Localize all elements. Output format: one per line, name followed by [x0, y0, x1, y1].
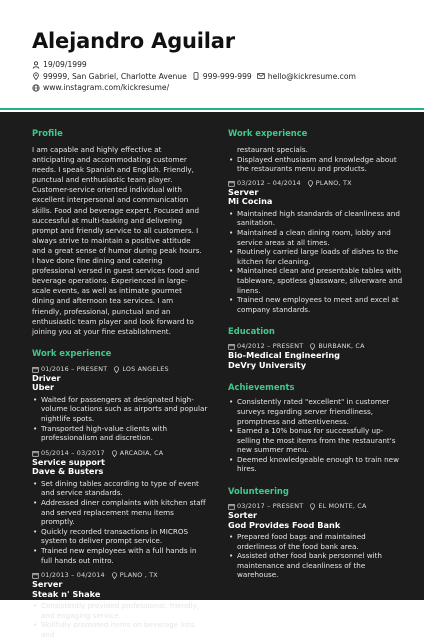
volunteer-role: Sorter — [228, 510, 258, 521]
calendar-icon — [228, 180, 235, 187]
job-company: Mi Cocina — [228, 196, 273, 207]
phone-icon — [192, 72, 200, 80]
resume-header — [0, 0, 424, 110]
list-item: • Assisted other food bank personnel with maintenance and cleanliness of the warehouse. — [228, 551, 404, 580]
list-item: • Maintained clean and presentable tables with tableware, spotless glassware, silverware and linens. — [228, 266, 404, 295]
contact-row-address — [32, 71, 392, 83]
globe-icon — [32, 84, 40, 92]
job-dates: 01/2016 – PRESENT — [41, 364, 108, 373]
volunteering-entry — [228, 502, 424, 580]
job-role: Server — [32, 579, 63, 590]
resume-body — [0, 112, 424, 639]
header-divider — [0, 108, 424, 110]
contact-row-website — [32, 82, 392, 94]
person-icon — [32, 61, 40, 69]
calendar-icon — [228, 343, 235, 350]
list-item: • Transported high-value clients with professionalism and discretion. — [32, 424, 208, 443]
list-item: • Skillfully promoted items on beverage lists and — [32, 620, 208, 639]
list-item: • Trained new employees with a full hands in full hands out mitro. — [32, 546, 208, 565]
job-location: ARCADIA, CA — [119, 448, 164, 457]
job-entry — [228, 179, 424, 315]
phone-text: 999-999-999 — [202, 71, 252, 81]
list-item: • Displayed enthusiasm and knowledge about the restaurants menu and products. — [228, 155, 404, 174]
list-item: • Maintained a clean dining room, lobby and service areas at all times. — [228, 228, 404, 247]
calendar-icon — [32, 450, 39, 457]
achievements-title: Achievements — [228, 382, 295, 393]
person-name: Alejandro Aguilar — [32, 29, 235, 53]
education-dates: 04/2012 – PRESENT — [237, 342, 304, 351]
volunteering-meta — [228, 502, 424, 511]
list-item: • Quickly recorded transactions in MICROS system to deliver prompt service. — [32, 527, 208, 546]
right-column — [212, 112, 424, 600]
job-dates: 01/2013 – 04/2014 — [41, 571, 105, 580]
location-pin-icon — [111, 450, 118, 457]
job-bullets — [32, 395, 212, 443]
job-bullets — [228, 209, 424, 315]
job-company: Steak n' Shake — [32, 588, 101, 599]
list-item: • Deemed knowledgeable enough to train new hires. — [228, 455, 404, 474]
contact-info — [32, 59, 392, 94]
calendar-icon — [32, 366, 39, 373]
list-item: • Addressed diner complaints with kitchen staff and served replacement menu items promptly. — [32, 498, 208, 527]
location-pin-icon — [113, 366, 120, 373]
birthdate-text: 19/09/1999 — [43, 60, 87, 69]
job-entry — [32, 449, 212, 565]
education-entry — [228, 342, 424, 370]
volunteering-dates: 03/2017 – PRESENT — [237, 502, 304, 511]
volunteering-location: EL MONTE, CA — [318, 502, 367, 511]
list-item: • Routinely carried large loads of dishes to the kitchen for cleaning. — [228, 247, 404, 266]
list-item: • Prepared food bags and maintained orderliness of the food bank area. — [228, 532, 404, 551]
job-bullets — [32, 479, 212, 565]
job-bullets-continued — [228, 145, 424, 174]
contact-row-birthdate — [32, 59, 392, 71]
address-text: 99999, San Gabriel, Charlotte Avenue — [43, 71, 187, 81]
list-item: • Trained new employees to meet and excel at company standards. — [228, 295, 404, 314]
job-company: Dave & Busters — [32, 466, 104, 477]
left-column — [0, 112, 212, 639]
location-pin-icon — [309, 343, 316, 350]
achievements-list — [228, 397, 424, 474]
volunteering-title: Volunteering — [228, 486, 289, 497]
calendar-icon — [32, 572, 39, 579]
job-company: Uber — [32, 382, 55, 393]
list-item: • Earned a 10% bonus for successfully up-selling the most items from the restaurant's new summer menu. — [228, 426, 404, 455]
list-item: • Set dining tables according to type of event and service standards. — [32, 479, 208, 498]
work-experience-title: Work experience — [32, 347, 112, 358]
job-bullets — [32, 601, 212, 639]
degree: Bio-Medical Engineering — [228, 350, 341, 361]
profile-title: Profile — [32, 128, 63, 138]
list-item: • Waited for passengers at designated high-volume locations such as airports and popular nightlife spots. — [32, 395, 208, 424]
location-pin-icon — [32, 72, 40, 80]
job-dates: 05/2014 – 03/2017 — [41, 448, 105, 457]
list-item: restaurant specials. — [237, 145, 308, 154]
job-dates: 03/2012 – 04/2014 — [237, 178, 301, 187]
job-location: PLANO, TX — [315, 178, 352, 187]
profile-text: I am capable and highly effective at anticipating and accommodating customer needs. I speak Spanish and English. Friendly, punctual and enthusiastic team player. Customer-service oriented individual with excellent interpersonal and communication skills. Food and beverage expert. Focused and successful at multi-tasking and delivering prompt and friendly service to all customers. I always strive to maintain a positive attitude and a great sense of humor during peak hours. I have done fine dining and catering professional versed in guest services food and beverage operations. Experienced in large-scale events, as well as intimate gourmet dining and afternoon tea services. I am friendly, professional, punctual and an enthusiastic team player and look forward to joining you at your fine establishment. — [32, 145, 202, 336]
list-item: • Consistently rated "excellent" in customer surveys regarding server friendliness, promptness and attentiveness. — [228, 397, 404, 426]
school: DeVry University — [228, 359, 307, 370]
job-role: Service support — [32, 456, 105, 467]
job-role: Driver — [32, 372, 61, 383]
website-link[interactable]: www.instagram.com/kickresume/ — [43, 83, 170, 92]
work-experience-title: Work experience — [228, 128, 308, 138]
list-item: • Consistently provided professional, friendly, and engaging service. — [32, 601, 208, 620]
volunteering-bullets — [228, 532, 424, 580]
location-pin-icon — [111, 572, 118, 579]
job-location: LOS ANGELES — [122, 364, 169, 373]
mail-icon — [257, 72, 265, 80]
job-role: Server — [228, 186, 259, 197]
job-location: PLANO , TX — [119, 571, 158, 580]
education-location: BURBANK, CA — [318, 342, 365, 351]
job-entry — [32, 571, 212, 639]
calendar-icon — [228, 503, 235, 510]
location-pin-icon — [309, 503, 316, 510]
education-title: Education — [228, 326, 275, 337]
email-link[interactable]: hello@kickresume.com — [267, 71, 356, 81]
volunteer-org: God Provides Food Bank — [228, 519, 341, 530]
list-item: • Maintained high standards of cleanliness and sanitation. — [228, 209, 404, 228]
job-entry — [32, 365, 212, 443]
location-pin-icon — [307, 180, 314, 187]
